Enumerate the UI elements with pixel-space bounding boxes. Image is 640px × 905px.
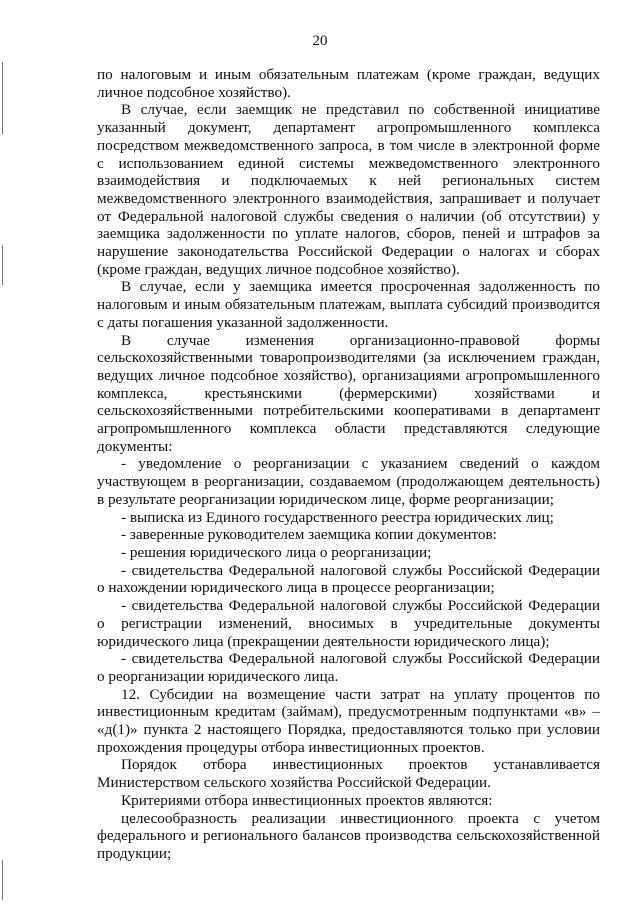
page-number: 20 bbox=[312, 33, 328, 49]
paragraph: целесообразность реализации инвестиционного проекта с учетом федерального и регионального балансов производства сельскохозяйственной продукции; bbox=[97, 809, 600, 862]
paragraph: Порядок отбора инвестиционных проектов устанавливается Министерством сельского хозяйства Российской Федерации. bbox=[97, 756, 600, 792]
scan-edge-mark bbox=[2, 245, 3, 285]
list-item: - заверенные руководителем заемщика копии документов: bbox=[121, 526, 497, 544]
scan-edge-mark bbox=[2, 62, 3, 134]
list-item: - свидетельства Федеральной налоговой службы Российской Федерации о нахождении юридического лица в процессе реорганизации; bbox=[97, 561, 600, 597]
list-item: - свидетельства Федеральной налоговой службы Российской Федерации о регистрации изменений, вносимых в учредительные документы юридического лица (прекращении деятельности юридического лица); bbox=[97, 597, 600, 650]
paragraph: Критериями отбора инвестиционных проектов являются: bbox=[121, 791, 493, 809]
paragraph: В случае, если заемщик не представил по собственной инициативе указанный документ, департамент агропромышленного комплекса посредством межведомственного запроса, в том числе в электронной форме с использованием единой системы межведомственного электронного взаимодействия и подключаемых к ней региональных систем межведомственного электронного взаимодействия, запрашивает и получает от Федеральной налоговой службы сведения о наличии (об отсутствии) у заемщика задолженности по уплате налогов, сборов, пеней и штрафов за нарушение законодательства Российской Федерации о налогах и сборах (кроме граждан, ведущих личное подсобное хозяйство). bbox=[97, 101, 600, 278]
paragraph: В случае изменения организационно-правовой формы сельскохозяйственными товаропроизводителями (за исключением граждан, ведущих личное подсобное хозяйство), организациями агропромышленного комплекса, крестьянскими (фермерскими) хозяйствами и сельскохозяйственными потребительскими кооперативами в департамент агропромышленного комплекса области представляются следующие документы: bbox=[97, 331, 600, 455]
list-item: - выписка из Единого государственного реестра юридических лиц; bbox=[121, 508, 554, 526]
list-item: - свидетельства Федеральной налоговой службы Российской Федерации о реорганизации юридического лица. bbox=[97, 650, 600, 685]
paragraph: 12. Субсидии на возмещение части затрат на уплату процентов по инвестиционным кредитам (займам), предусмотренным подпунктами «в» – «д(1)» пункта 2 настоящего Порядка, предоставляются только при условии прохождения процедуры отбора инвестиционных проектов. bbox=[97, 685, 600, 756]
list-item: - уведомление о реорганизации с указанием сведений о каждом участвующем в реорганизации, создаваемом (продолжающем деятельность) в результате реорганизации юридическом лице, форме реорганизации; bbox=[97, 455, 600, 508]
paragraph: В случае, если у заемщика имеется просроченная задолженность по налоговым и иным обязательным платежам, выплата субсидий производится с даты погашения указанной задолженности. bbox=[97, 278, 600, 331]
scan-edge-mark bbox=[2, 860, 3, 900]
paragraph: по налоговым и иным обязательным платежам (кроме граждан, ведущих личное подсобное хозяйство). bbox=[97, 66, 600, 101]
document-body bbox=[97, 66, 600, 863]
list-item: - решения юридического лица о реорганизации; bbox=[121, 543, 432, 561]
